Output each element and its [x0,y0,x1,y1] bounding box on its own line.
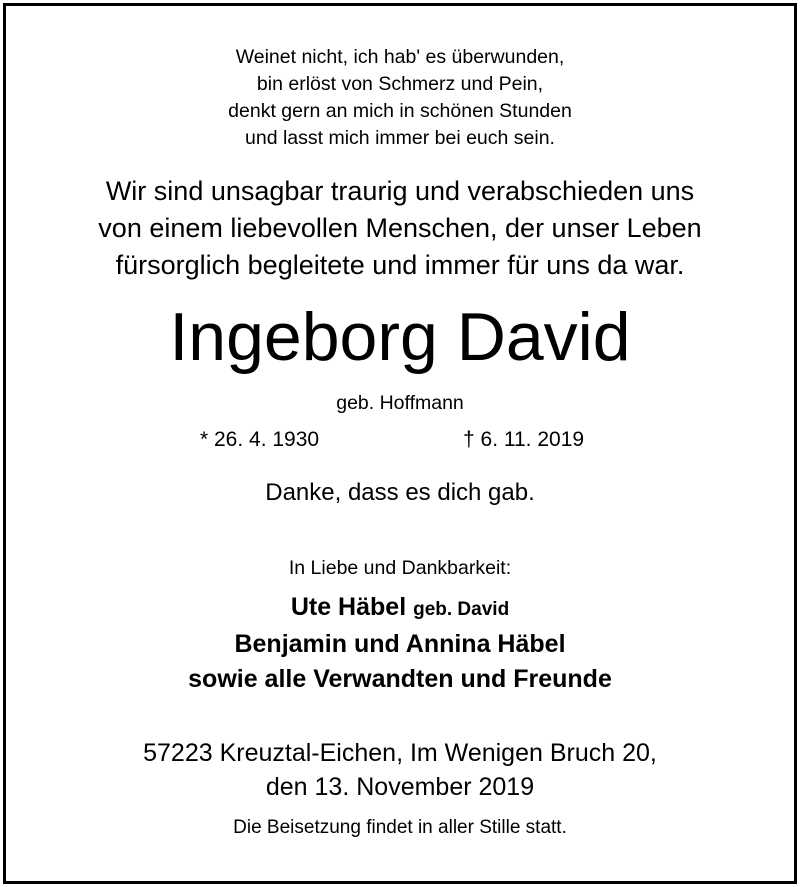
mourner-line [0,590,800,627]
thanks-line: Danke, dass es dich gab. [265,479,535,506]
intro-line: fürsorglich begleitete und immer für uns da war. [115,250,685,280]
poem-line: und lasst mich immer bei euch sein. [245,127,555,149]
poem-line: Weinet nicht, ich hab' es überwunden, [235,46,565,68]
mourner-line: sowie alle Verwandten und Freunde [188,665,612,693]
mourners [0,590,800,697]
poem-line: denkt gern an mich in schönen Stunden [228,100,572,122]
address [0,736,800,804]
birth-date: * 26. 4. 1930 [200,428,320,451]
poem [0,44,800,152]
intro-line: von einem liebevollen Menschen, der unser Leben [98,213,702,243]
mourner-maiden-name: geb. David [413,599,510,620]
love-line: In Liebe und Dankbarkeit: [288,557,512,579]
intro-text [0,173,800,284]
intro-line: Wir sind unsagbar traurig und verabschieden uns [105,176,695,206]
address-line: 57223 Kreuztal-Eichen, Im Wenigen Bruch 20, [143,739,657,767]
burial-note: Die Beisetzung findet in aller Stille statt. [233,817,567,838]
poem-line: bin erlöst von Schmerz und Pein, [256,73,544,95]
mourner-name: Ute Häbel [290,593,407,621]
maiden-name: geb. Hoffmann [336,392,464,414]
mourner-line: Benjamin und Annina Häbel [234,630,566,658]
address-date: den 13. November 2019 [265,773,535,801]
death-date: † 6. 11. 2019 [463,428,585,451]
deceased-name: Ingeborg David [169,299,631,375]
